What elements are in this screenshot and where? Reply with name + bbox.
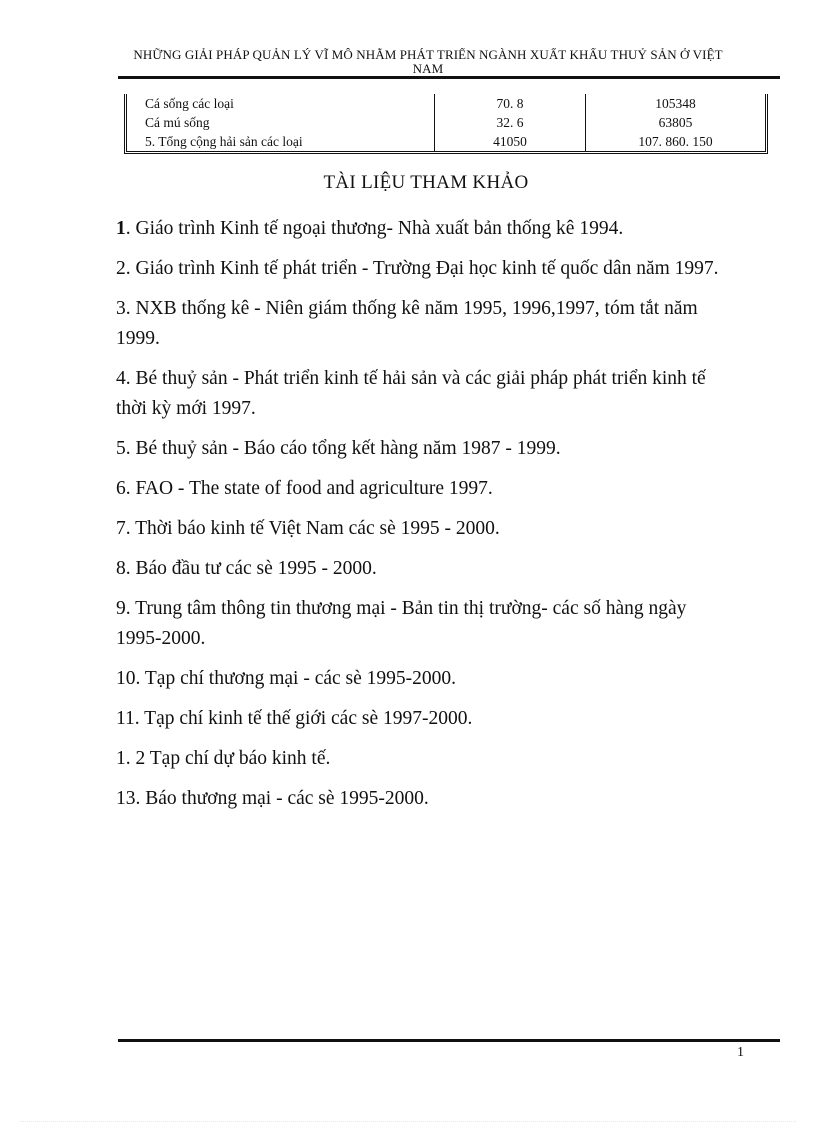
reference-number: 9 [116,598,126,619]
reference-number: 1 [116,218,126,239]
reference-text: . Báo thương mại - các sè 1995-2000. [135,788,429,809]
row-name: Cá mú sống [129,113,435,132]
page-bottom-divider [20,1121,796,1122]
row-value-2: 105348 [655,96,696,111]
reference-text: . Giáo trình Kinh tế phát triển - Trường Đại học kinh tế quốc dân năm 1997. [125,258,719,279]
reference-text: . Tạp chí thương mại - các sè 1995-2000. [135,668,457,689]
list-item [116,434,736,464]
row-value-1: 41050 [435,132,586,151]
reference-text: . Trung tâm thông tin thương mại - Bản tin thị trường- các số hàng ngày 1995-2000. [116,598,687,649]
header-rule [118,76,780,79]
data-table [124,94,768,154]
reference-text: . Giáo trình Kinh tế ngoại thương- Nhà xuất bản thống kê 1994. [125,218,624,239]
running-header: NHỮNG GIẢI PHÁP QUẢN LÝ VĨ MÔ NHẰM PHÁT TRIỂN NGÀNH XUẤT KHẨU THUỶ SẢN Ở VIỆT NAM [133,48,723,76]
table-row [129,113,765,132]
list-item [116,214,736,244]
row-value-2: 107. 860. 150 [638,134,713,149]
reference-text: . Thời báo kinh tế Việt Nam các sè 1995 - 2000. [125,518,500,539]
list-item [116,254,736,284]
list-item [116,364,736,424]
table-row [129,94,765,113]
list-item [116,474,736,504]
data-table-body [129,94,765,151]
reference-text: . Bé thuỷ sản - Báo cáo tổng kết hàng năm 1987 - 1999. [125,438,561,459]
reference-number: 4 [116,368,126,389]
reference-number: 7 [116,518,126,539]
row-value-1: 70. 8 [435,94,586,113]
list-item [116,514,736,544]
reference-text: . FAO - The state of food and agriculture 1997. [125,478,493,499]
row-value-2: 63805 [658,115,693,130]
reference-number: 5 [116,438,126,459]
reference-text: . Bé thuỷ sản - Phát triển kinh tế hải sản và các giải pháp phát triển kinh tế thời kỳ mới 1997. [116,368,706,419]
page-number: 1 [737,1045,744,1060]
list-item [116,294,736,354]
reference-text: . 2 Tạp chí dự báo kinh tế. [125,748,331,769]
reference-number: 10 [116,668,136,689]
list-item [116,744,736,774]
list-item [116,594,736,654]
reference-number: 2 [116,258,126,279]
list-item [116,664,736,694]
reference-number: 3 [116,298,126,319]
footer-rule [118,1039,780,1042]
reference-number: 11 [116,708,135,729]
table-row [129,132,765,151]
reference-number: 13 [116,788,136,809]
list-item [116,704,736,734]
reference-number: 1 [116,748,126,769]
reference-text: . NXB thống kê - Niên giám thống kê năm 1995, 1996,1997, tóm tắt năm 1999. [116,298,698,349]
reference-number: 6 [116,478,126,499]
reference-list [116,214,736,824]
list-item [116,554,736,584]
list-item [116,784,736,814]
row-value-1: 32. 6 [435,113,586,132]
section-title: TÀI LIỆU THAM KHẢO [323,172,529,193]
reference-number: 8 [116,558,126,579]
row-name: 5. Tổng cộng hải sản các loại [129,132,435,151]
row-name: Cá sống các loại [129,94,435,113]
reference-text: . Tạp chí kinh tế thế giới các sè 1997-2000. [134,708,473,729]
reference-text: . Báo đầu tư các sè 1995 - 2000. [125,558,377,579]
